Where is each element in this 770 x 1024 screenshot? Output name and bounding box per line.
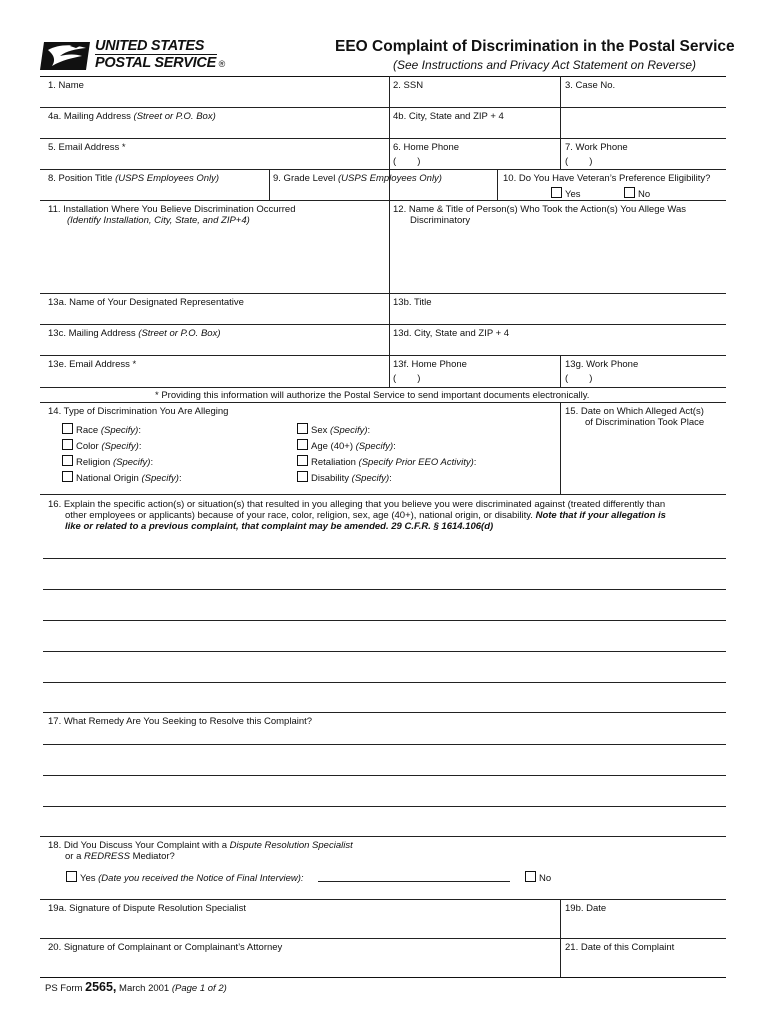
field-18-no-option[interactable]: No <box>525 871 551 884</box>
checkbox-icon[interactable] <box>62 455 73 466</box>
field-13e-rep-email[interactable]: 13e. Email Address * <box>48 359 137 370</box>
field-13c-rep-mailing-address[interactable]: 13c. Mailing Address (Street or P.O. Box) <box>48 328 221 339</box>
rep-work-phone-area-code[interactable]: ( ) <box>565 373 593 384</box>
form-subtitle: (See Instructions and Privacy Act Statement on Reverse) <box>393 58 697 72</box>
checkbox-icon[interactable] <box>525 871 536 882</box>
form-footer: PS Form 2565, March 2001 (Page 1 of 2) <box>45 980 227 994</box>
checkbox-icon[interactable] <box>624 187 635 198</box>
field-18-yes-option[interactable]: Yes (Date you received the Notice of Final Interview): <box>66 871 304 884</box>
disc-religion-option[interactable]: Religion (Specify): <box>62 455 182 471</box>
field-1-name[interactable]: 1. Name <box>48 80 84 91</box>
disc-national-origin-option[interactable]: National Origin (Specify): <box>62 471 182 487</box>
field-13a-representative-name[interactable]: 13a. Name of Your Designated Representative <box>48 297 244 308</box>
field-3-case-no[interactable]: 3. Case No. <box>565 80 616 91</box>
field-7-work-phone[interactable]: 7. Work Phone <box>565 142 628 153</box>
rep-home-phone-area-code[interactable]: ( ) <box>393 373 421 384</box>
field-2-ssn[interactable]: 2. SSN <box>393 80 424 91</box>
veteran-yes-option[interactable]: Yes <box>551 187 581 200</box>
explanation-line[interactable] <box>43 712 726 713</box>
logo-text-line1: UNITED STATES <box>95 38 205 54</box>
field-13f-rep-home-phone[interactable]: 13f. Home Phone <box>393 359 467 370</box>
logo-text-line2: POSTAL SERVICE <box>95 55 216 71</box>
field-13g-rep-work-phone[interactable]: 13g. Work Phone <box>565 359 639 370</box>
remedy-line[interactable] <box>43 806 726 807</box>
field-19a-specialist-signature[interactable]: 19a. Signature of Dispute Resolution Specialist <box>48 903 247 914</box>
field-4b-city-state-zip[interactable]: 4b. City, State and ZIP + 4 <box>393 111 504 122</box>
explanation-line[interactable] <box>43 651 726 652</box>
remedy-line[interactable] <box>43 744 726 745</box>
field-17-remedy-heading: 17. What Remedy Are You Seeking to Resolve this Complaint? <box>48 716 313 727</box>
disc-retaliation-option[interactable]: Retaliation (Specify Prior EEO Activity): <box>297 455 476 471</box>
field-6-home-phone[interactable]: 6. Home Phone <box>393 142 460 153</box>
field-4a-mailing-address[interactable]: 4a. Mailing Address (Street or P.O. Box) <box>48 111 216 122</box>
field-11-installation[interactable]: 11. Installation Where You Believe Discrimination Occurred (Identify Installation, City, State, and ZIP+4) <box>48 204 296 226</box>
field-14-discrimination-type: 14. Type of Discrimination You Are Alleging <box>48 406 229 417</box>
disc-color-option[interactable]: Color (Specify): <box>62 439 182 455</box>
field-18-dispute-resolution: 18. Did You Discuss Your Complaint with a Dispute Resolution Specialist or a REDRESS Mediator? <box>48 840 353 862</box>
checkbox-icon[interactable] <box>62 439 73 450</box>
field-13b-representative-title[interactable]: 13b. Title <box>393 297 432 308</box>
field-16-explanation-heading: 16. Explain the specific action(s) or situation(s) that resulted in you alleging that you believe you were discriminated against (treated differently than other employees or applicants) because of your race, color, religion, sex, age (40+), national origin, or disability. Note that if your allegation is like or related to a previous complaint, that complaint may be amended. 29 C.F.R. § 1614.106(d) <box>48 499 666 532</box>
remedy-line[interactable] <box>43 775 726 776</box>
checkbox-icon[interactable] <box>297 471 308 482</box>
final-interview-date-line[interactable] <box>318 881 510 882</box>
usps-logo <box>40 38 230 78</box>
checkbox-icon[interactable] <box>297 455 308 466</box>
checkbox-icon[interactable] <box>297 439 308 450</box>
field-9-grade-level[interactable]: 9. Grade Level (USPS Employees Only) <box>273 173 442 184</box>
explanation-line[interactable] <box>43 620 726 621</box>
work-phone-area-code[interactable]: ( ) <box>565 156 593 167</box>
field-20-complainant-signature[interactable]: 20. Signature of Complainant or Complainant’s Attorney <box>48 942 283 953</box>
veteran-no-option[interactable]: No <box>624 187 650 200</box>
checkbox-icon[interactable] <box>551 187 562 198</box>
explanation-line[interactable] <box>43 589 726 590</box>
field-15-date-of-act[interactable]: 15. Date on Which Alleged Act(s) of Discrimination Took Place <box>565 406 705 428</box>
field-13d-rep-city-state-zip[interactable]: 13d. City, State and ZIP + 4 <box>393 328 510 339</box>
eagle-logo-icon <box>40 40 92 72</box>
electronic-notice: * Providing this information will authorize the Postal Service to send important documents electronically. <box>155 390 590 401</box>
explanation-line[interactable] <box>43 558 726 559</box>
checkbox-icon[interactable] <box>62 423 73 434</box>
discrimination-types-left <box>62 423 182 487</box>
disc-disability-option[interactable]: Disability (Specify): <box>297 471 476 487</box>
explanation-line[interactable] <box>43 682 726 683</box>
disc-age-option[interactable]: Age (40+) (Specify): <box>297 439 476 455</box>
form-title: EEO Complaint of Discrimination in the Postal Service <box>335 38 735 55</box>
field-8-position-title[interactable]: 8. Position Title (USPS Employees Only) <box>48 173 220 184</box>
field-12-responsible-persons[interactable]: 12. Name & Title of Person(s) Who Took the Action(s) You Allege Was Discriminatory <box>393 204 687 226</box>
disc-sex-option[interactable]: Sex (Specify): <box>297 423 476 439</box>
registered-mark: ® <box>218 59 226 69</box>
checkbox-icon[interactable] <box>297 423 308 434</box>
checkbox-icon[interactable] <box>62 471 73 482</box>
discrimination-types-right <box>297 423 476 487</box>
checkbox-icon[interactable] <box>66 871 77 882</box>
disc-race-option[interactable]: Race (Specify): <box>62 423 182 439</box>
field-21-complaint-date[interactable]: 21. Date of this Complaint <box>565 942 675 953</box>
field-19b-date[interactable]: 19b. Date <box>565 903 607 914</box>
field-5-email[interactable]: 5. Email Address * <box>48 142 126 153</box>
home-phone-area-code[interactable]: ( ) <box>393 156 421 167</box>
field-10-veteran-preference: 10. Do You Have Veteran’s Preference Eligibility? <box>503 173 711 184</box>
